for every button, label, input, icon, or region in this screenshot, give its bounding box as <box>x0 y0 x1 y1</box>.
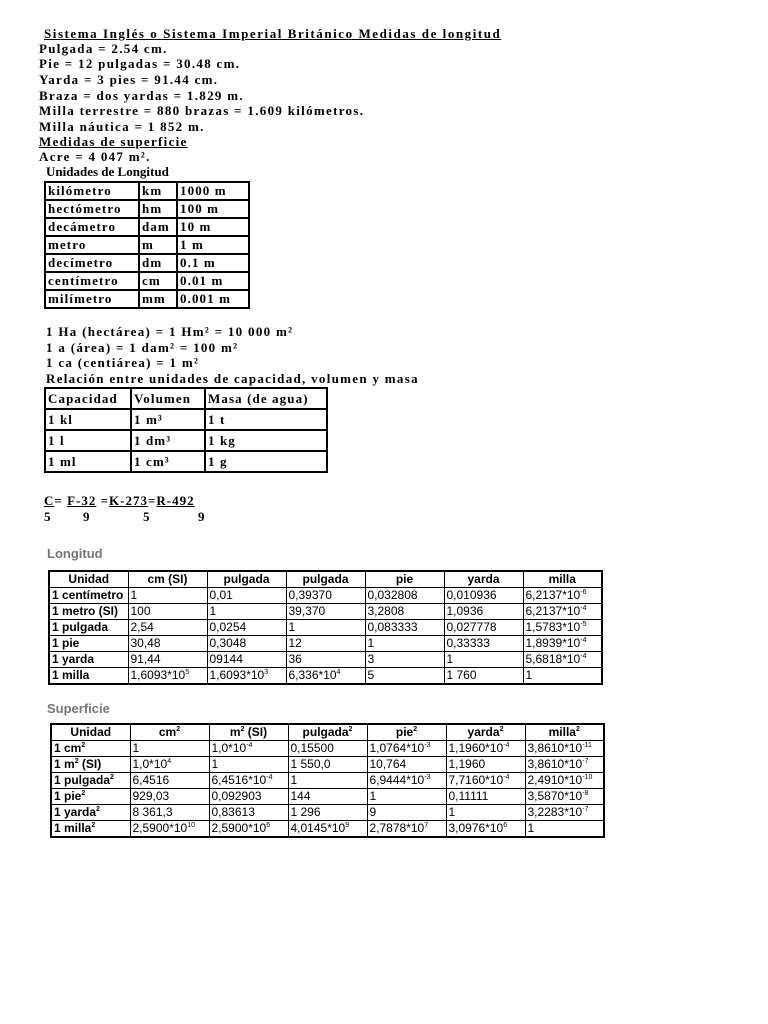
table-cell: $6,4516*10^{-4}$ <box>209 773 288 789</box>
table-cell: $5,6818*10^{-4}$ <box>523 652 602 668</box>
table-cell: 0,3048 <box>207 636 286 652</box>
conversion-line-yarda: Yarda = 3 pies = 91.44 cm. <box>39 72 219 87</box>
table-cell: 0,33333 <box>444 636 523 652</box>
table-cell: 1 760 <box>444 668 523 685</box>
column-header: pulgada <box>207 571 286 588</box>
table-row <box>45 430 327 451</box>
table-header-row <box>51 724 604 741</box>
table-cell: 1 m³ <box>131 409 205 430</box>
formula-f: F-32 <box>67 493 97 508</box>
table-cell: $1,0*10^{-4}$ <box>209 741 288 757</box>
column-header: milla <box>523 571 602 588</box>
unit-symbol-cell: dam <box>139 218 177 236</box>
unit-name-cell: hectómetro <box>45 200 139 218</box>
row-label-cell: 1 centímetro <box>49 588 128 604</box>
conversion-line-pie: Pie = 12 pulgadas = 30.48 cm. <box>39 56 241 71</box>
row-label-cell: 1 pie <box>49 636 128 652</box>
table-cell: $1,6093*10^5$ <box>128 668 207 685</box>
formula-denominator-r: 9 <box>198 509 206 524</box>
table-cell: 1 <box>365 636 444 652</box>
unit-value-cell: 1000 m <box>177 182 249 200</box>
conversion-line-pulgada: Pulgada = 2.54 cm. <box>39 41 168 56</box>
table-cell: $1,8939*10^{-4}$ <box>523 636 602 652</box>
table-cell: 1 296 <box>288 805 367 821</box>
unit-symbol-cell: hm <box>139 200 177 218</box>
table-row <box>49 636 602 652</box>
table-row <box>45 218 249 236</box>
table-cell: 91,44 <box>128 652 207 668</box>
unit-name-cell: milímetro <box>45 290 139 308</box>
table-cell: 12 <box>286 636 365 652</box>
table-cell: 1 kg <box>205 430 327 451</box>
row-label-cell: 1 yarda <box>49 652 128 668</box>
table-cell: 8 361,3 <box>130 805 209 821</box>
capacity-table <box>44 387 328 473</box>
formula-r: R-492 <box>156 493 195 508</box>
table-cell: $1,1960*10^{-4}$ <box>446 741 525 757</box>
row-label-cell: 1 milla$^2$ <box>51 821 130 838</box>
table-cell: $2,4910*10^{-10}$ <box>525 773 604 789</box>
column-header: Volumen <box>131 388 205 409</box>
table-cell: 3,2808 <box>365 604 444 620</box>
table-row <box>49 588 602 604</box>
unit-symbol-cell: cm <box>139 272 177 290</box>
row-label-cell: 1 $cm^2$ <box>51 741 130 757</box>
column-header: yarda$^2$ <box>446 724 525 741</box>
longitud-table <box>48 570 603 685</box>
area-line-area: 1 a (área) = 1 dam² = 100 m² <box>46 340 239 355</box>
table-cell: 10,764 <box>367 757 446 773</box>
column-header: Masa (de agua) <box>205 388 327 409</box>
column-header: pie$^2$ <box>367 724 446 741</box>
table-cell: 100 <box>128 604 207 620</box>
table-cell: 0,083333 <box>365 620 444 636</box>
table-cell: 2,54 <box>128 620 207 636</box>
table-cell: $3,0976*10^6$ <box>446 821 525 838</box>
table-cell: 0,11111 <box>446 789 525 805</box>
formula-denominator-k: 5 <box>143 509 151 524</box>
table-cell: 39,370 <box>286 604 365 620</box>
table-cell: 9 <box>367 805 446 821</box>
length-units-table <box>44 181 250 309</box>
conversion-line-milla-terrestre: Milla terrestre = 880 brazas = 1.609 kilómetros. <box>39 103 365 118</box>
table-row <box>45 272 249 290</box>
row-label-cell: 1 $m^2$ (SI) <box>51 757 130 773</box>
unit-name-cell: metro <box>45 236 139 254</box>
formula-denominator-c: 5 <box>44 509 52 524</box>
column-header: pie <box>365 571 444 588</box>
table-row <box>51 773 604 789</box>
table-row <box>51 805 604 821</box>
formula-eq2: = <box>96 493 110 508</box>
table-cell: 1 l <box>45 430 131 451</box>
area-line-centiarea: 1 ca (centiárea) = 1 m² <box>46 355 200 370</box>
table-cell: $2,5900*10^{10}$ <box>130 821 209 838</box>
column-header: Unidad <box>49 571 128 588</box>
superficie-table <box>50 723 605 838</box>
table-cell: 1 <box>286 620 365 636</box>
table-cell: 6,4516 <box>130 773 209 789</box>
table-cell: 1,0936 <box>444 604 523 620</box>
table-cell: $1,0*10^4$ <box>130 757 209 773</box>
column-header: milla$^2$ <box>525 724 604 741</box>
unit-value-cell: 0.001 m <box>177 290 249 308</box>
row-label-cell: 1 pulgada <box>49 620 128 636</box>
table-cell: $2,7878*10^7$ <box>367 821 446 838</box>
formula-eq3: = <box>147 493 157 508</box>
formula-eq1: = <box>54 493 68 508</box>
table-cell: 1 <box>209 757 288 773</box>
table-cell: 5 <box>365 668 444 685</box>
table-row <box>51 741 604 757</box>
table-cell: 0,83613 <box>209 805 288 821</box>
table-cell: 30,48 <box>128 636 207 652</box>
table-row <box>49 604 602 620</box>
table-cell: 0,39370 <box>286 588 365 604</box>
table-cell: $1,0764*10^{-3}$ <box>367 741 446 757</box>
table-cell: 1 <box>367 789 446 805</box>
table-cell: $3,8610*10^{-7}$ <box>525 757 604 773</box>
unit-value-cell: 0.01 m <box>177 272 249 290</box>
table-cell: 929,03 <box>130 789 209 805</box>
table-row <box>45 254 249 272</box>
unit-name-cell: decímetro <box>45 254 139 272</box>
table-row <box>51 789 604 805</box>
table-cell: $3,5870*10^{-8}$ <box>525 789 604 805</box>
column-header: pulgada$^2$ <box>288 724 367 741</box>
table-row <box>45 236 249 254</box>
table-cell: 1 <box>523 668 602 685</box>
unit-symbol-cell: mm <box>139 290 177 308</box>
conversion-line-braza: Braza = dos yardas = 1.829 m. <box>39 88 244 103</box>
page-title: Sistema Inglés o Sistema Imperial Británico Medidas de longitud <box>44 26 502 41</box>
table-cell: 0,01 <box>207 588 286 604</box>
row-label-cell: 1 pulgada$^2$ <box>51 773 130 789</box>
conversion-line-milla-nautica: Milla náutica = 1 852 m. <box>39 119 205 134</box>
superficie-heading: Medidas de superficie <box>39 134 188 149</box>
unit-value-cell: 0.1 m <box>177 254 249 272</box>
table-row <box>49 668 602 685</box>
table-cell: 1,1960 <box>446 757 525 773</box>
table-row <box>49 652 602 668</box>
row-label-cell: 1 pie$^2$ <box>51 789 130 805</box>
table-cell: 1 t <box>205 409 327 430</box>
unit-name-cell: kilómetro <box>45 182 139 200</box>
table-cell: 3 <box>365 652 444 668</box>
table-cell: 1 <box>207 604 286 620</box>
row-label-cell: 1 yarda$^2$ <box>51 805 130 821</box>
table-cell: 1 <box>525 821 604 838</box>
table-cell: $6,2137*10^{-4}$ <box>523 604 602 620</box>
table-cell: $6,9444*10^{-3}$ <box>367 773 446 789</box>
table-cell: 0,0254 <box>207 620 286 636</box>
table-cell: $1,5783*10^{-5}$ <box>523 620 602 636</box>
temperature-formula <box>44 493 195 509</box>
column-header: yarda <box>444 571 523 588</box>
unit-name-cell: decámetro <box>45 218 139 236</box>
table-row <box>45 200 249 218</box>
table-header-row <box>49 571 602 588</box>
column-header: pulgada <box>286 571 365 588</box>
column-header: Capacidad <box>45 388 131 409</box>
table-cell: $4,0145*10^9$ <box>288 821 367 838</box>
table-cell: 1 g <box>205 451 327 472</box>
column-header: Unidad <box>51 724 130 741</box>
longitud-units-caption: Unidades de Longitud <box>46 164 169 179</box>
formula-denominator-f: 9 <box>83 509 91 524</box>
unit-name-cell: centímetro <box>45 272 139 290</box>
table-cell: $2,5900*10^6$ <box>209 821 288 838</box>
unit-symbol-cell: dm <box>139 254 177 272</box>
table-cell: 144 <box>288 789 367 805</box>
table-row <box>51 821 604 838</box>
table-row <box>49 620 602 636</box>
table-row <box>51 757 604 773</box>
unit-value-cell: 100 m <box>177 200 249 218</box>
table-cell: $6,336*10^4$ <box>286 668 365 685</box>
table-cell: 1 ml <box>45 451 131 472</box>
formula-k: K-273 <box>109 493 148 508</box>
table-cell: 0,15500 <box>288 741 367 757</box>
row-label-cell: 1 metro (SI) <box>49 604 128 620</box>
table-cell: $1,6093*10^3$ <box>207 668 286 685</box>
table-cell: 09144 <box>207 652 286 668</box>
column-header: cm (SI) <box>128 571 207 588</box>
table-cell: 0,092903 <box>209 789 288 805</box>
unit-value-cell: 1 m <box>177 236 249 254</box>
capacity-heading: Relación entre unidades de capacidad, volumen y masa <box>46 371 419 386</box>
column-header: $cm^2$ <box>130 724 209 741</box>
formula-c: C <box>44 493 55 508</box>
longitud-section-title: Longitud <box>47 546 103 561</box>
table-cell: $3,2283*10^{-7}$ <box>525 805 604 821</box>
table-cell: 0,032808 <box>365 588 444 604</box>
superficie-section-title: Superficie <box>47 701 110 716</box>
table-cell: 1 kl <box>45 409 131 430</box>
row-label-cell: 1 milla <box>49 668 128 685</box>
acre-line: Acre = 4 047 m². <box>39 149 151 164</box>
table-cell: 1 <box>130 741 209 757</box>
table-row <box>45 182 249 200</box>
column-header: $m^2$ (SI) <box>209 724 288 741</box>
table-header-row <box>45 388 327 409</box>
table-cell: $7,7160*10^{-4}$ <box>446 773 525 789</box>
table-cell: 1 <box>444 652 523 668</box>
table-cell: 0,027778 <box>444 620 523 636</box>
table-row <box>45 451 327 472</box>
table-cell: 36 <box>286 652 365 668</box>
area-line-hectarea: 1 Ha (hectárea) = 1 Hm² = 10 000 m² <box>46 324 294 339</box>
table-cell: $6,2137*10^{-6}$ <box>523 588 602 604</box>
table-cell: 1 <box>446 805 525 821</box>
table-cell: 1 cm³ <box>131 451 205 472</box>
table-cell: 1 550,0 <box>288 757 367 773</box>
unit-symbol-cell: m <box>139 236 177 254</box>
table-cell: 0,010936 <box>444 588 523 604</box>
table-row <box>45 290 249 308</box>
table-row <box>45 409 327 430</box>
table-cell: $3,8610*10^{-11}$ <box>525 741 604 757</box>
table-cell: 1 <box>288 773 367 789</box>
table-cell: 1 dm³ <box>131 430 205 451</box>
unit-symbol-cell: km <box>139 182 177 200</box>
table-cell: 1 <box>128 588 207 604</box>
unit-value-cell: 10 m <box>177 218 249 236</box>
